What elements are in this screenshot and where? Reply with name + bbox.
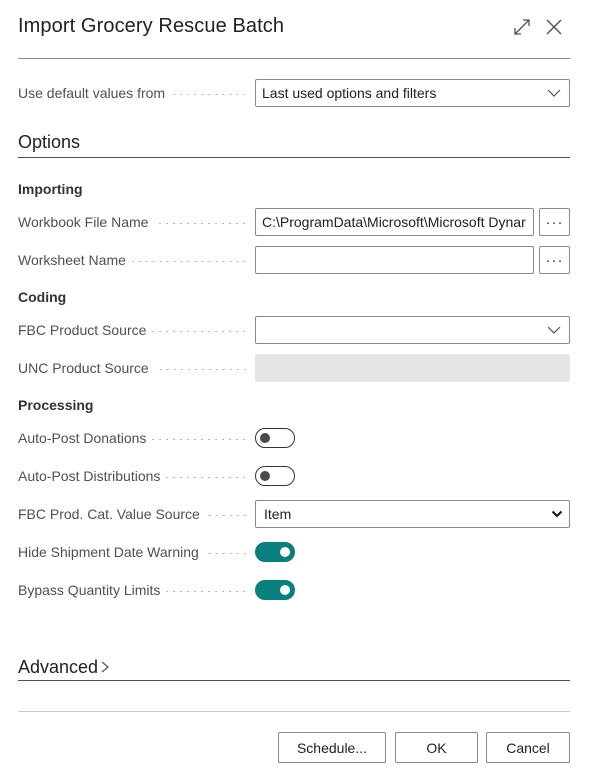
chevron-down-icon	[551, 508, 563, 520]
toggle-knob	[260, 433, 270, 443]
bypass-quantity-limits-label: Bypass Quantity Limits	[18, 582, 166, 598]
bypass-quantity-limits-toggle[interactable]	[255, 580, 295, 600]
row-auto-post-distributions	[18, 462, 570, 490]
advanced-section-toggle[interactable]	[18, 655, 110, 679]
advanced-section-title: Advanced	[18, 656, 99, 677]
workbook-file-name-input[interactable]	[255, 208, 534, 236]
worksheet-assist-button[interactable]: ···	[539, 246, 570, 274]
options-section-title[interactable]: Options	[18, 132, 81, 152]
advanced-divider	[18, 680, 570, 681]
fbc-prod-cat-value-source-label: FBC Prod. Cat. Value Source	[18, 506, 206, 522]
default-values-value: Last used options and filters	[262, 85, 437, 101]
unc-product-source-field	[255, 354, 570, 382]
hide-shipment-date-warning-label: Hide Shipment Date Warning	[18, 544, 205, 560]
auto-post-donations-toggle[interactable]	[255, 428, 295, 448]
row-bypass-quantity-limits	[18, 576, 570, 604]
options-divider	[18, 157, 570, 158]
workbook-file-name-label: Workbook File Name	[18, 214, 154, 230]
row-fbc-product-source	[18, 316, 570, 344]
hide-shipment-date-warning-toggle[interactable]	[255, 542, 295, 562]
cancel-button[interactable]: Cancel	[486, 732, 570, 763]
importing-group-title: Importing	[18, 181, 83, 197]
fbc-product-source-label: FBC Product Source	[18, 322, 152, 338]
default-values-select[interactable]	[255, 79, 570, 107]
ok-button[interactable]: OK	[395, 732, 478, 763]
auto-post-donations-label: Auto-Post Donations	[18, 430, 152, 446]
row-workbook-file-name	[18, 208, 570, 236]
auto-post-distributions-label: Auto-Post Distributions	[18, 468, 166, 484]
coding-group-title: Coding	[18, 289, 67, 305]
unc-product-source-label: UNC Product Source	[18, 360, 155, 376]
fbc-prod-cat-value-source-value: Item	[264, 506, 292, 522]
workbook-assist-button[interactable]: ···	[539, 208, 570, 236]
fbc-product-source-select[interactable]	[255, 316, 570, 344]
auto-post-distributions-toggle[interactable]	[255, 466, 295, 486]
row-fbc-prod-cat-value-source	[18, 500, 570, 528]
footer-divider	[18, 711, 570, 712]
row-default-values	[18, 79, 570, 107]
toggle-knob	[280, 547, 290, 557]
close-icon[interactable]	[541, 14, 567, 40]
row-hide-shipment-date-warning	[18, 538, 570, 566]
toggle-knob	[260, 471, 270, 481]
workbook-file-name-value: C:\ProgramData\Microsoft\Microsoft Dynar	[262, 214, 526, 230]
chevron-down-icon	[547, 86, 561, 100]
expand-icon[interactable]	[509, 14, 535, 40]
row-worksheet-name	[18, 246, 570, 274]
toggle-knob	[280, 585, 290, 595]
worksheet-name-label: Worksheet Name	[18, 252, 132, 268]
default-values-label: Use default values from	[18, 85, 171, 101]
dialog-title: Import Grocery Rescue Batch	[18, 15, 285, 37]
row-unc-product-source	[18, 354, 570, 382]
chevron-down-icon	[547, 323, 561, 337]
schedule-button[interactable]: Schedule...	[278, 732, 386, 763]
worksheet-name-input[interactable]	[255, 246, 534, 274]
header-divider	[18, 58, 570, 59]
chevron-right-icon	[100, 660, 110, 674]
processing-group-title: Processing	[18, 397, 94, 413]
fbc-prod-cat-value-source-select[interactable]	[255, 500, 570, 528]
row-auto-post-donations	[18, 424, 570, 452]
